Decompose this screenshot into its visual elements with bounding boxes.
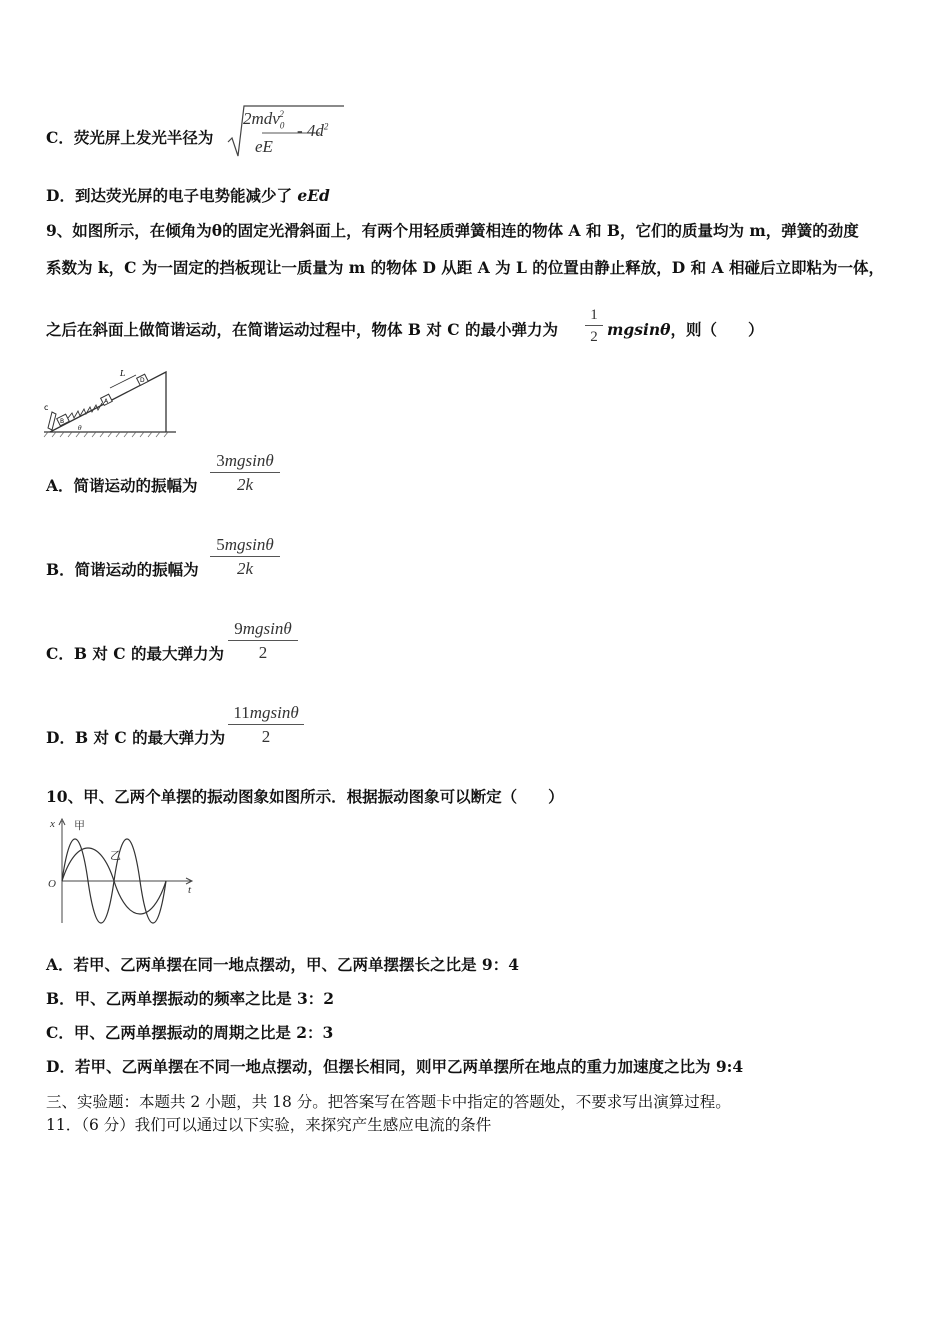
svg-text:O: O	[48, 878, 56, 890]
q9-half-fraction: $\frac{1}{2}$	[585, 305, 603, 348]
svg-text:甲: 甲	[74, 819, 85, 832]
q10-option-a: A．若甲、乙两单摆在同一地点摆动，甲、乙两单摆摆长之比是 9：4	[46, 955, 519, 974]
q10-option-c: C．甲、乙两单摆振动的周期之比是 2：3	[46, 1023, 334, 1042]
svg-text:乙: 乙	[110, 849, 121, 862]
section-3-heading: 三、实验题：本题共 2 小题，共 18 分。把答案写在答题卡中指定的答题处，不要求写出演算过程。	[46, 1093, 731, 1111]
q9-option-b: B．简谐运动的振幅为	[46, 560, 199, 579]
pendulum-graph	[42, 815, 202, 927]
q9-stem-line2: 系数为 k，C 为一固定的挡板现让一质量为 m 的物体 D 从距 A 为 L 的位置由静止释放，D 和 A 相碰后立即粘为一体，	[46, 258, 884, 277]
q11-stem: 11．（6 分）我们可以通过以下实验，来探究产生感应电流的条件	[46, 1116, 492, 1134]
sqrt-tail: - $4d^2$	[297, 121, 329, 140]
svg-text:D: D	[140, 377, 145, 384]
svg-text:A: A	[104, 398, 109, 405]
q9-option-c: C．B 对 C 的最大弹力为	[46, 644, 224, 663]
q9-stem-line1: 9、如图所示，在倾角为θ的固定光滑斜面上，有两个用轻质弹簧相连的物体 A 和 B，它们的质量均为 m，弹簧的劲度	[46, 221, 859, 240]
svg-text:t: t	[188, 884, 192, 896]
q10-option-d: D．若甲、乙两单摆在不同一地点摆动，但摆长相同，则甲乙两单摆所在地点的重力加速度之比为 9:4	[46, 1057, 744, 1076]
sqrt-numerator: 2mdv$_0^2$	[243, 109, 285, 131]
incline-spring-figure	[40, 366, 180, 438]
sqrt-denominator: eE	[255, 137, 273, 156]
q9-option-c-fraction: $\frac{9mgsin\theta}{2}$	[228, 618, 298, 665]
q9-stem-line3: 之后在斜面上做简谐运动，在简谐运动过程中，物体 B 对 C 的最小弹力为	[46, 320, 559, 339]
q10-stem: 10、甲、乙两个单摆的振动图象如图所示．根据振动图象可以断定（ ）	[46, 787, 564, 806]
svg-text:θ: θ	[78, 425, 82, 432]
q8-option-c: C．荧光屏上发光半径为	[46, 128, 214, 147]
q9-option-a: A．简谐运动的振幅为	[46, 476, 198, 495]
q9-stem-line3-tail: mgsinθ，则（ ）	[607, 320, 764, 339]
svg-text:c: c	[44, 403, 49, 412]
svg-text:x: x	[50, 818, 55, 830]
q9-option-d-fraction: $\frac{11mgsin\theta}{2}$	[228, 702, 304, 749]
svg-text:L: L	[120, 369, 126, 378]
q9-option-d: D．B 对 C 的最大弹力为	[46, 728, 226, 747]
q10-option-b: B．甲、乙两单摆振动的频率之比是 3：2	[46, 989, 335, 1008]
q9-option-b-fraction: $\frac{5mgsin\theta}{2k}$	[210, 534, 280, 581]
q8-option-d: D．到达荧光屏的电子电势能减少了 eEd	[46, 186, 330, 205]
q9-option-a-fraction: $\frac{3mgsin\theta}{2k}$	[210, 450, 280, 497]
svg-text:B: B	[60, 418, 65, 425]
